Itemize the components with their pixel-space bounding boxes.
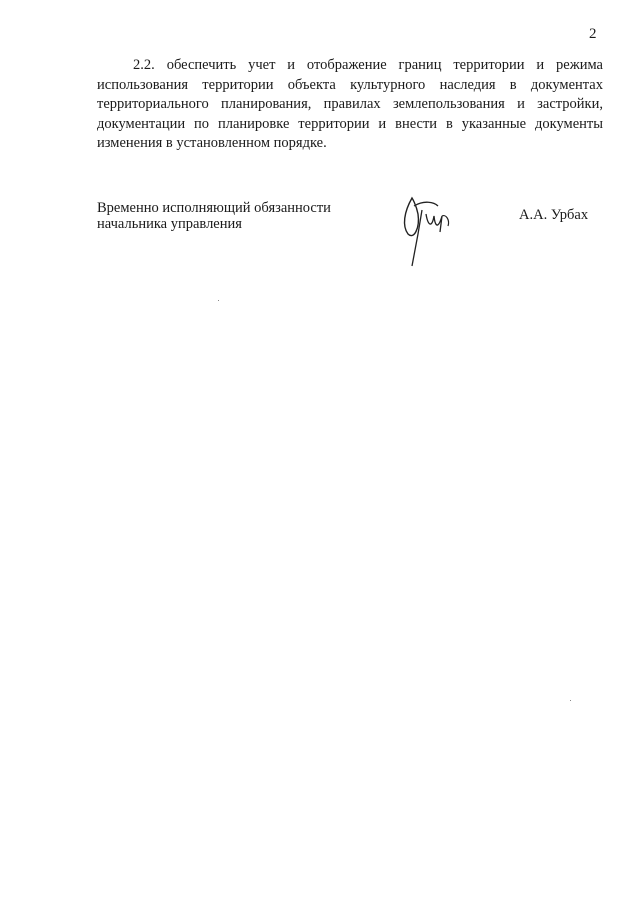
- paragraph-2-2: [97, 56, 603, 154]
- signer-name: А.А. Урбах: [519, 207, 589, 223]
- scan-speck: [218, 300, 219, 301]
- paragraph-line-2: использования территории объекта культурного наследия в документах: [97, 76, 603, 93]
- handwritten-signature: [398, 192, 458, 272]
- paragraph-line-3: территориального планирования, правилах землепользования и застройки,: [97, 96, 603, 112]
- paragraph-number: 2.2.: [133, 57, 155, 73]
- paragraph-line-4: документации по планировке территории и внести в указанные документы: [97, 115, 603, 132]
- signer-title: [97, 200, 331, 232]
- paragraph-text-1: обеспечить учет и отображение границ территории и режима: [166, 57, 603, 73]
- signer-title-line-1: Временно исполняющий обязанности: [97, 200, 331, 216]
- paragraph-line-1: [97, 56, 603, 76]
- scan-speck: [570, 700, 571, 701]
- paragraph-line-5: изменения в установленном порядке.: [97, 135, 327, 151]
- page-number: 2: [589, 26, 597, 42]
- signer-title-line-2: начальника управления: [97, 216, 242, 232]
